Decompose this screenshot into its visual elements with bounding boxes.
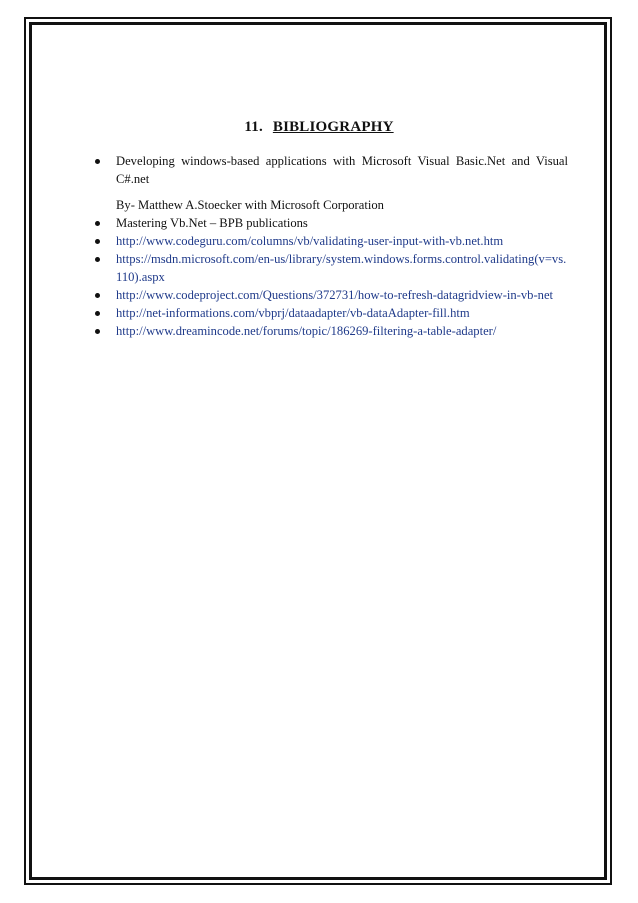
- bibliography-item-link-4: [94, 304, 568, 322]
- reference-link[interactable]: http://www.codeproject.com/Questions/372731/how-to-refresh-datagridview-in-vb-net: [116, 288, 554, 302]
- bullet-icon: [95, 257, 100, 262]
- bibliography-list: [94, 152, 568, 340]
- bibliography-item-link-1: [94, 232, 568, 250]
- book-title: Developing windows-based applications with Microsoft Visual Basic.Net and Visual C#.net: [116, 154, 568, 186]
- reference-link[interactable]: http://www.codeguru.com/columns/vb/validating-user-input-with-vb.net.htm: [116, 234, 504, 248]
- bullet-icon: [95, 293, 100, 298]
- section-number: 11.: [244, 119, 263, 135]
- reference-link[interactable]: https://msdn.microsoft.com/en-us/library/system.windows.forms.control.validating(v=vs.110).aspx: [116, 252, 567, 284]
- reference-link[interactable]: http://net-informations.com/vbprj/dataadapter/vb-dataAdapter-fill.htm: [116, 306, 470, 320]
- book-author: By- Matthew A.Stoecker with Microsoft Corporation: [116, 198, 384, 212]
- bibliography-item-link-2: [94, 250, 568, 286]
- bullet-icon: [95, 159, 100, 164]
- bibliography-item-book-2: [94, 214, 568, 232]
- section-heading: [0, 119, 638, 136]
- bullet-icon: [95, 329, 100, 334]
- reference-link[interactable]: http://www.dreamincode.net/forums/topic/186269-filtering-a-table-adapter/: [116, 324, 497, 338]
- bibliography-item-link-3: [94, 286, 568, 304]
- bibliography-item-link-5: [94, 322, 568, 340]
- page-border-inner: [29, 22, 607, 880]
- section-title: BIBLIOGRAPHY: [272, 119, 394, 135]
- bibliography-item-book-1: [94, 152, 568, 188]
- bullet-icon: [95, 239, 100, 244]
- book-title: Mastering Vb.Net – BPB publications: [116, 216, 308, 230]
- bullet-icon: [95, 221, 100, 226]
- bullet-icon: [95, 311, 100, 316]
